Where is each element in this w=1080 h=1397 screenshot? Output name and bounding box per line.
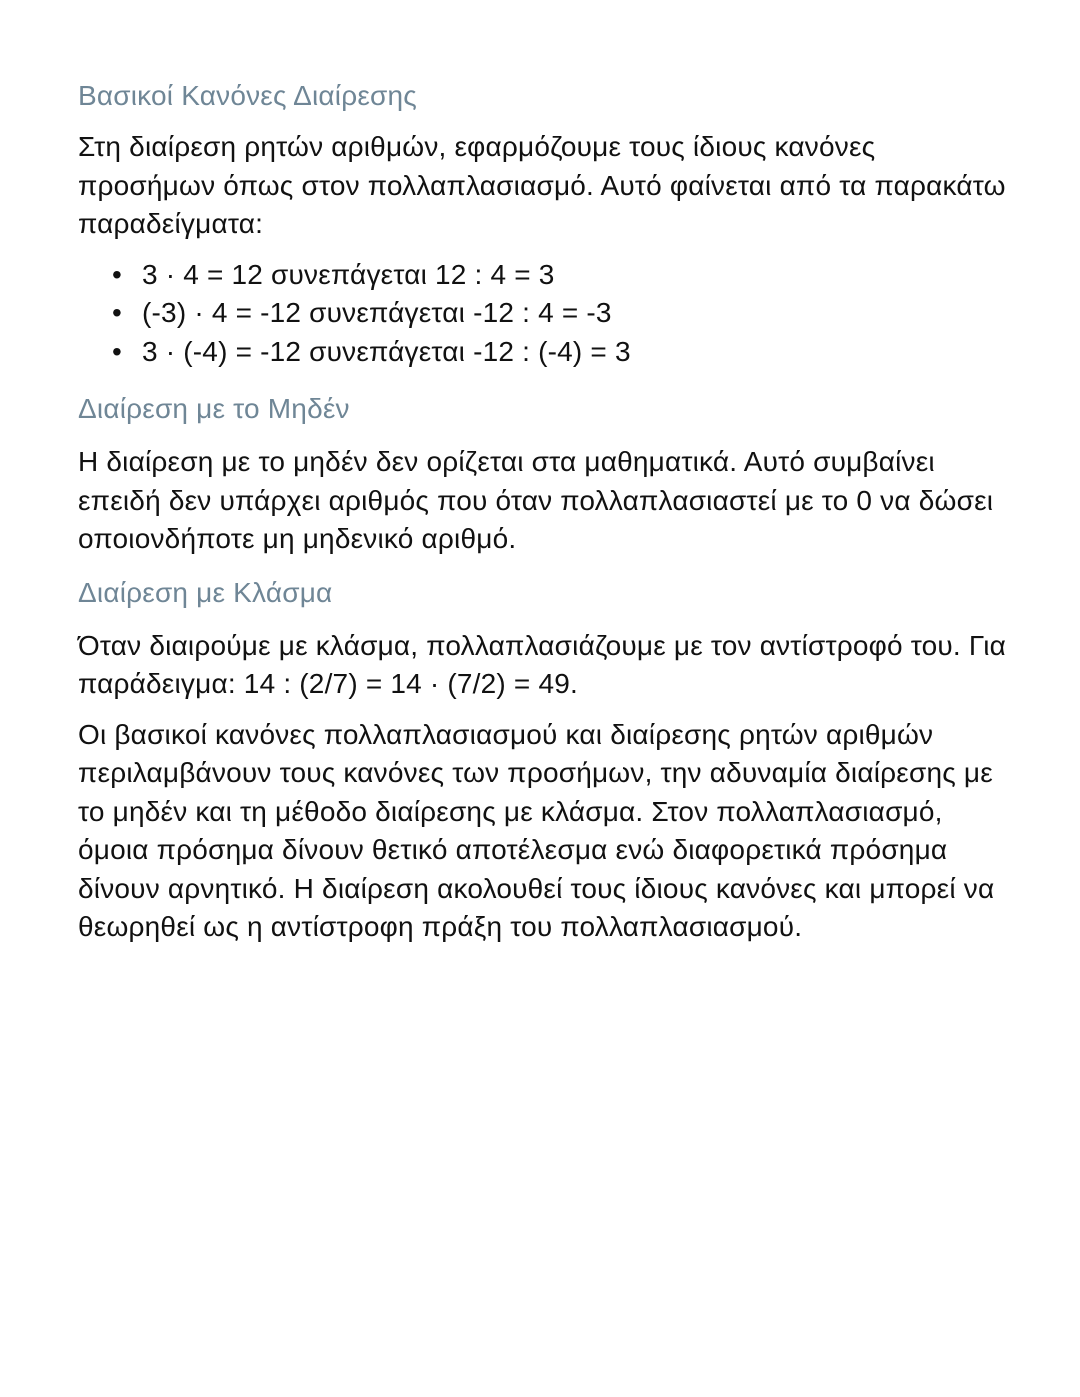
example-text: (-3) · 4 = -12 συνεπάγεται -12 : 4 = -3 [142,297,612,328]
paragraph-basic-rules-intro: Στη διαίρεση ρητών αριθμών, εφαρμόζουμε τους ίδιους κανόνες προσήμων όπως στον πολλαπλασιασμό. Αυτό φαίνεται από τα παρακάτω παραδείγματα: [78,131,1006,239]
paragraph-division-by-zero: Η διαίρεση με το μηδέν δεν ορίζεται στα μαθηματικά. Αυτό συμβαίνει επειδή δεν υπάρχει αριθμός που όταν πολλαπλασιαστεί με το 0 να δώσει οποιονδήποτε μη μηδενικό αριθμό. [78,446,994,554]
heading-division-by-fraction: Διαίρεση με Κλάσμα [78,576,333,608]
example-text: 3 · (-4) = -12 συνεπάγεται -12 : (-4) = 3 [142,335,631,367]
list-item [112,256,1018,295]
heading-division-by-zero: Διαίρεση με το Μηδέν [78,393,350,424]
document-page [78,76,1018,947]
paragraph-summary: Οι βασικοί κανόνες πολλαπλασιασμού και διαίρεσης ρητών αριθμών περιλαμβάνουν τους κανόνες των προσήμων, την αδυναμία διαίρεσης με το μηδέν και τη μέθοδο διαίρεσης με κλάσμα. Στον πολλαπλασιασμό, όμοια πρόσημα δίνουν θετικό αποτέλεσμα ενώ διαφορετικά πρόσημα δίνουν αρνητικό. Η διαίρεση ακολουθεί τους ίδιους κανόνες και μπορεί να θεωρηθεί ως η αντίστροφη πράξη του πολλαπλασιασμού. [78,718,995,942]
bullet-icon: • [112,297,123,328]
bullet-icon: • [112,335,123,367]
list-item [112,294,1018,333]
heading-basic-division-rules: Βασικοί Κανόνες Διαίρεσης [78,80,417,111]
paragraph-division-by-fraction: Όταν διαιρούμε με κλάσμα, πολλαπλασιάζουμε με τον αντίστροφό του. Για παράδειγμα: 14 : (2/7) = 14 · (7/2) = 49. [78,629,1007,699]
list-item [112,333,1018,372]
examples-list [78,256,1018,372]
bullet-icon: • [112,258,123,290]
example-text: 3 · 4 = 12 συνεπάγεται 12 : 4 = 3 [142,258,555,290]
